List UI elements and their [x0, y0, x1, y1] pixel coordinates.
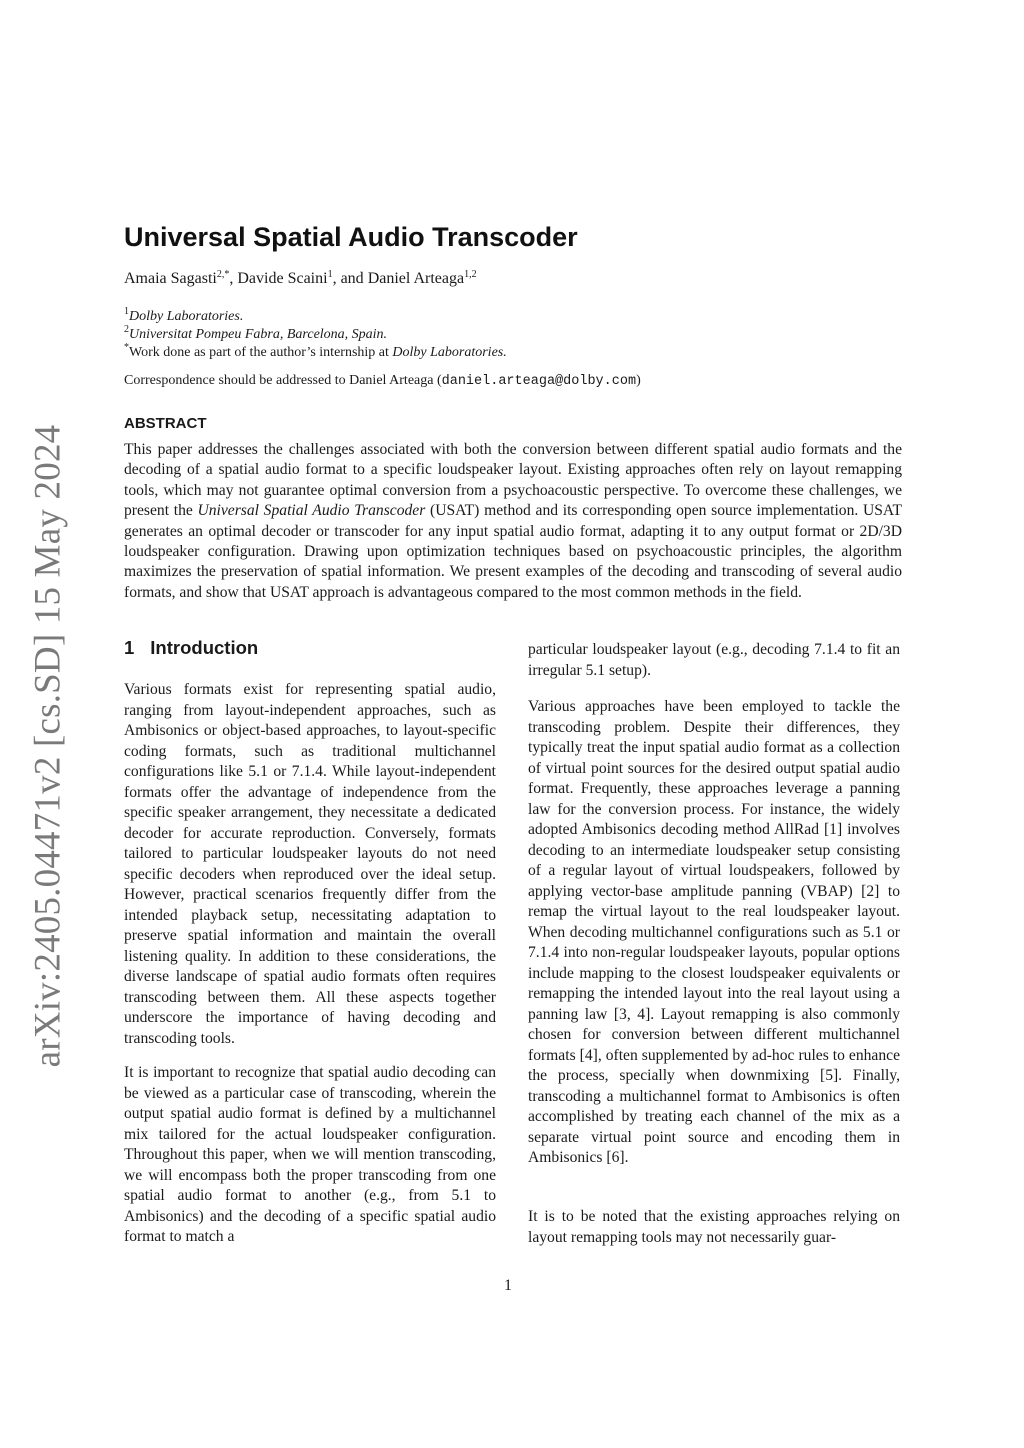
left-paragraph-1: Various formats exist for representing spatial audio, ranging from layout-independent approaches, such as Ambisonics or object-based approaches, to layout-specific coding formats, such as traditional multichannel configurations like 5.1 or 7.1.4. While layout-independent formats offer the advantage of independence from the specific speaker arrangement, they necessitate a dedicated decoder for accurate reproduction. Conversely, formats tailored to particular loudspeaker layouts do not need specific decoders when reproduced over the ideal setup. However, practical scenarios frequently differ from the intended playback setup, necessitating adaptation to preserve spatial information and maintain the overall listening quality. In addition to these considerations, the diverse landscape of spatial audio formats often requires transcoding between them. All these aspects together underscore the importance of having decoding and transcoding tools.	[124, 681, 496, 1047]
left-paragraph-2: It is important to recognize that spatial audio decoding can be viewed as a particular case of transcoding, wherein the output spatial audio format is defined by a multichannel mix tailored for the actual loudspeaker configuration. Throughout this paper, when we will mention transcoding, we will encompass both the proper transcoding from one spatial audio format to another (e.g., from 5.1 to Ambisonics) and the decoding of a specific spatial audio format to match a	[124, 1064, 496, 1245]
affiliation-1	[124, 306, 244, 325]
author-list	[124, 270, 477, 288]
correspondence	[124, 373, 641, 389]
author-separator: ,	[229, 270, 238, 287]
abstract-text: This paper addresses the challenges associated with both the conversion between different spatial audio formats and the decoding of a spatial audio format to a specific loudspeaker layout. Existing approaches often rely on layout remapping tools, which may not guarantee optimal conversion from a psychoacoustic perspective. To overcome these challenges, we present the	[124, 441, 902, 520]
author-name: Daniel Arteaga	[367, 270, 465, 287]
abstract-heading: ABSTRACT	[124, 415, 207, 432]
affiliation-text: Dolby Laboratories.	[129, 309, 244, 324]
affiliation-mark: *	[124, 342, 129, 353]
correspondence-prefix: Correspondence should be addressed to Daniel Arteaga (	[124, 373, 442, 388]
right-paragraph-3: It is to be noted that the existing approaches relying on layout remapping tools may not necessarily guar-	[528, 1208, 900, 1246]
affiliation-mark: 1	[124, 306, 129, 317]
right-paragraph-1: particular loudspeaker layout (e.g., decoding 7.1.4 to fit an irregular 5.1 setup).	[528, 641, 900, 679]
affiliation-text: Universitat Pompeu Fabra, Barcelona, Spain.	[129, 327, 388, 342]
section-title: Introduction	[150, 637, 259, 658]
right-paragraph-2: Various approaches have been employed to tackle the transcoding problem. Despite their differences, they typically treat the input spatial audio format as a collection of virtual point sources for the desired output spatial audio format. Frequently, these approaches leverage a panning law for the conversion process. For instance, the widely adopted Ambisonics decoding method AllRad [1] involves decoding to an intermediate loudspeaker setup consisting of a regular layout of virtual loudspeakers, followed by applying vector-base amplitude panning (VBAP) [2] to remap the virtual layout to the real loudspeaker layout. When decoding multichannel configurations such as 5.1 or 7.1.4 into non-regular loudspeaker layouts, popular options include mapping to the closest loudspeaker equivalents or remapping the intended layout into the real layout using a panning law [3, 4]. Layout remapping is also commonly chosen for conversion between different multichannel formats [4], often supplemented by ad-hoc rules to enhance the process, specially when downmixing [5]. Finally, transcoding a multichannel format to Ambisonics is often accomplished by treating each channel of the mix as a separate virtual point source and encoding them in Ambisonics [6].	[528, 698, 900, 1166]
section-heading	[124, 637, 258, 659]
affiliation-note	[124, 342, 507, 361]
affiliation-text: Work done as part of the author’s internship at	[129, 345, 393, 360]
correspondence-suffix: )	[636, 373, 641, 388]
abstract-body	[124, 440, 902, 603]
author-separator: , and	[332, 270, 368, 287]
affiliation-mark: 2	[124, 324, 129, 335]
section-number: 1	[124, 637, 135, 658]
author-affiliation-mark: 1,2	[464, 269, 477, 280]
author-affiliation-mark: 1	[327, 269, 333, 280]
arxiv-identifier: arXiv:2405.04471v2 [cs.SD] 15 May 2024	[27, 424, 69, 1068]
abstract-text: (USAT) method and its corresponding open source implementation. USAT generates an optimal decoder or transcoder for any input spatial audio format, adapting it to any output format or 2D/3D loudspeaker configuration. Drawing upon optimization techniques based on psychoacoustic principles, the algorithm maximizes the preservation of spatial information. We present examples of the decoding and transcoding of several audio formats, and show that USAT approach is advantageous compared to the most common methods in the field.	[124, 502, 902, 601]
author-name: Davide Scaini	[237, 270, 328, 287]
page-number: 1	[504, 1277, 512, 1294]
affiliation-2	[124, 324, 388, 343]
correspondence-email[interactable]: daniel.arteaga@dolby.com	[441, 374, 637, 389]
author-name: Amaia Sagasti	[124, 270, 217, 287]
abstract-italic: Universal Spatial Audio Transcoder	[197, 502, 426, 520]
arxiv-sidebar	[26, 424, 70, 1068]
affiliation-italic: Dolby Laboratories.	[392, 345, 507, 360]
author-affiliation-mark: 2,*	[216, 269, 230, 280]
paper-title: Universal Spatial Audio Transcoder	[124, 222, 578, 252]
